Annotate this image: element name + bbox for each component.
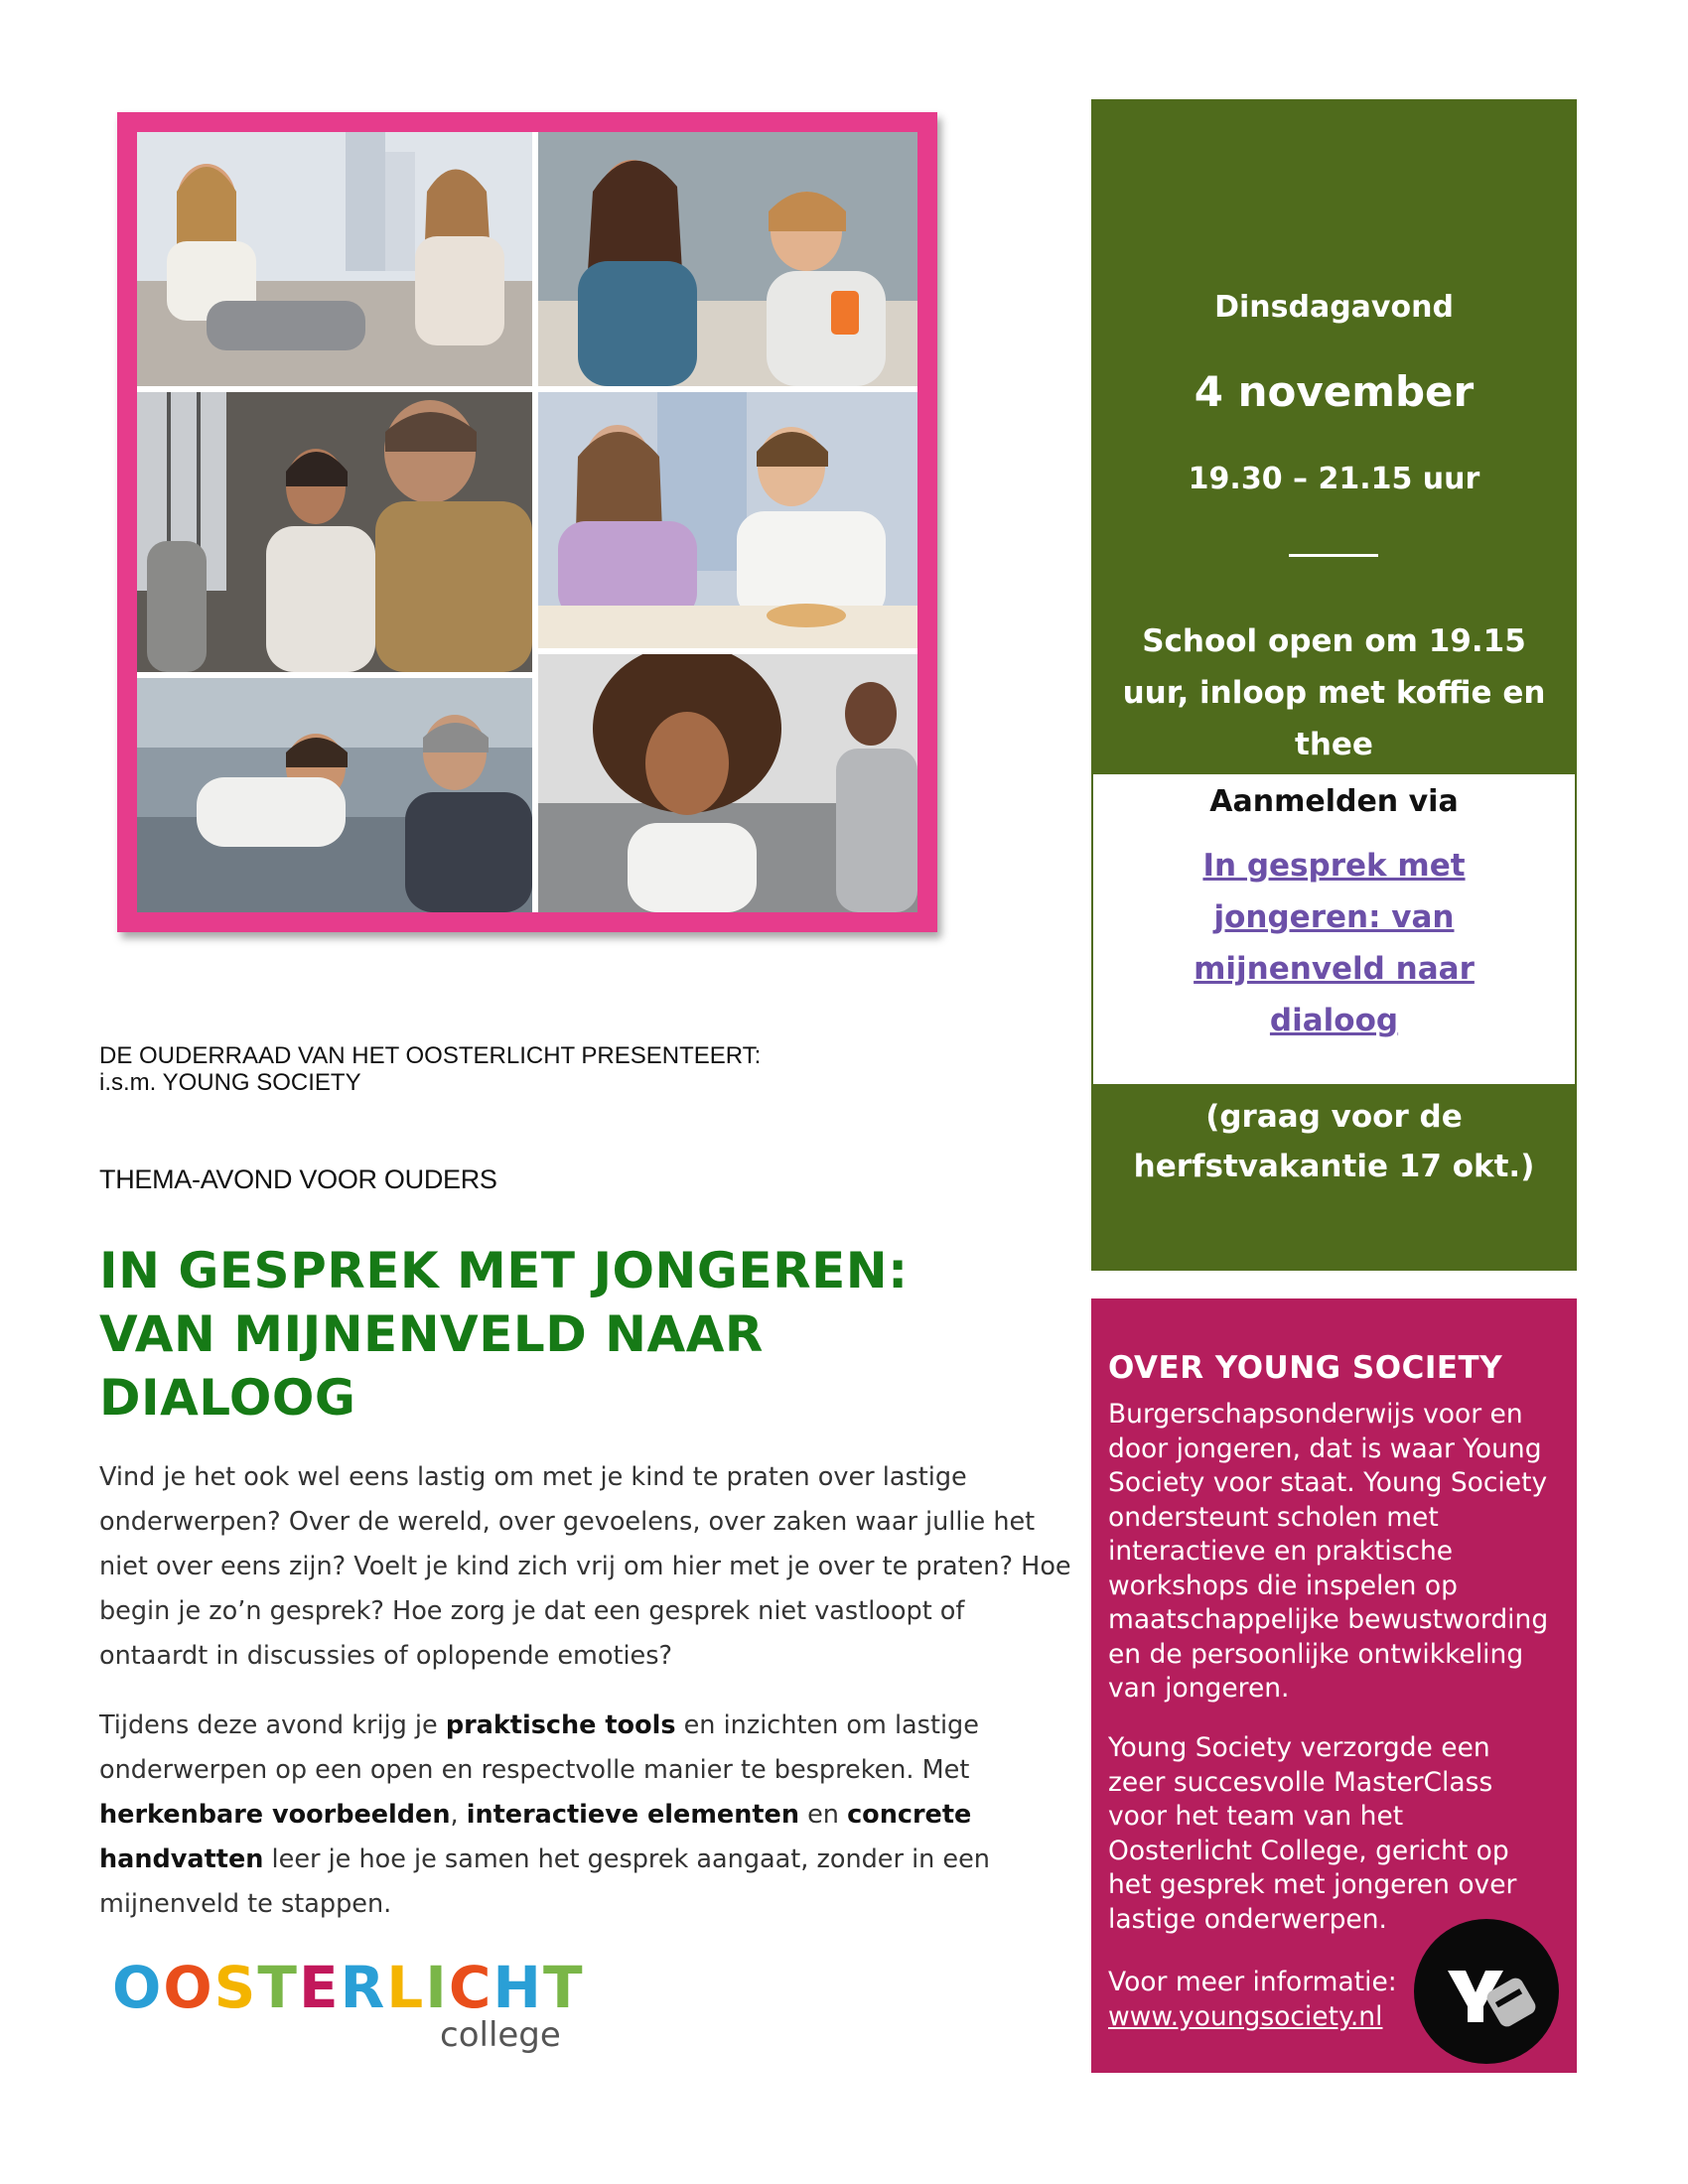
theme-label: THEMA-AVOND VOOR OUDERS <box>99 1164 497 1194</box>
title-line-1: IN GESPREK MET JONGEREN: <box>99 1242 909 1299</box>
about-paragraph-1: Burgerschapsonderwijs voor en door jongeren, dat is waar Young Society voor staat. Young Society ondersteunt scholen met interactieve en praktische workshops die inspelen op maatschappelijke bewustwording en de persoonlijke ontwikkeling van jongeren. <box>1108 1399 1549 1704</box>
title-line-2: VAN MIJNENVELD NAAR <box>99 1305 764 1363</box>
logo-letter: O <box>112 1954 164 2021</box>
young-society-logo <box>1414 1919 1559 2064</box>
registration-deadline: (graag voor de herfstvakantie 17 okt.) <box>1133 1099 1535 1184</box>
event-date: 4 november <box>1194 367 1475 416</box>
oosterlicht-college-logo <box>112 1956 609 2075</box>
photo-upset-girl <box>538 654 917 912</box>
logo-wordmark <box>112 1956 609 2019</box>
registration-box <box>1093 774 1575 1084</box>
photo-collage-frame <box>117 112 937 932</box>
highlight-examples: herkenbare voorbeelden <box>99 1800 451 1830</box>
registration-link[interactable]: In gesprek met jongeren: van mijnenveld naar dialoog <box>1194 848 1475 1038</box>
logo-letter: C <box>448 1954 493 2021</box>
divider <box>1289 554 1378 557</box>
program-text: en inzichten om lastige onderwerpen op een open en respectvolle manier te bespreken. Met <box>99 1710 979 1785</box>
event-doors-open: School open om 19.15 uur, inloop met koffie en thee <box>1122 623 1546 762</box>
logo-letter: H <box>492 1954 543 2021</box>
photo-collage <box>137 132 917 912</box>
page-title <box>99 1239 1053 1430</box>
partner-line: i.s.m. YOUNG SOCIETY <box>99 1069 361 1096</box>
logo-letter: S <box>213 1954 258 2021</box>
about-paragraph-2: Young Society verzorgde een zeer succesvolle MasterClass voor het team van het Oosterlicht College, gericht op het gesprek met jongeren over lastige onderwerpen. <box>1108 1732 1517 1935</box>
logo-letter: I <box>425 1954 449 2021</box>
program-text: Tijdens deze avond krijg je <box>99 1710 446 1740</box>
photo-father-son-argue <box>137 392 532 672</box>
photo-mother-son-phone <box>538 132 917 386</box>
event-day: Dinsdagavond <box>1214 290 1454 325</box>
photo-teen-boy-father-couch <box>137 678 532 912</box>
photo-mother-daughter-talking <box>137 132 532 386</box>
about-young-society-box <box>1091 1298 1577 2073</box>
program-paragraph <box>99 1704 1072 1927</box>
highlight-practical-tools: praktische tools <box>445 1710 676 1740</box>
more-info-label: Voor meer informatie: <box>1108 1967 1397 1997</box>
event-time: 19.30 – 21.15 uur <box>1188 462 1480 496</box>
intro-paragraph: Vind je het ook wel eens lastig om met je kind te praten over lastige onderwerpen? Over de wereld, over gevoelens, over zaken waar jullie het niet over eens zijn? Voelt je kind zich vrij om hier met je over te praten? Hoe begin je zo’n gesprek? Hoe zorg je dat een gesprek niet vastloopt of ontaardt in discussies of oplopende emoties? <box>99 1462 1071 1671</box>
program-text: en <box>799 1800 848 1830</box>
event-info-box <box>1091 99 1577 1271</box>
presenter-line: DE OUDERRAAD VAN HET OOSTERLICHT PRESENTEERT: <box>99 1042 762 1069</box>
about-title: OVER YOUNG SOCIETY <box>1108 1350 1503 1386</box>
photo-teens-at-table <box>538 392 917 648</box>
logo-letter: T <box>542 1954 585 2021</box>
logo-letter: L <box>386 1954 426 2021</box>
presenter-credit <box>99 1042 1053 1096</box>
highlight-interactive: interactieve elementen <box>466 1800 799 1830</box>
logo-subtitle: college <box>440 2015 561 2055</box>
highlight-handles: concrete handvatten <box>99 1800 972 1874</box>
logo-letter: T <box>257 1954 299 2021</box>
young-society-website-link[interactable]: www.youngsociety.nl <box>1108 2001 1383 2032</box>
logo-letter: E <box>298 1954 341 2021</box>
logo-letter: R <box>340 1954 387 2021</box>
program-text: , <box>450 1800 467 1830</box>
logo-letter: O <box>163 1954 214 2021</box>
registration-label: Aanmelden via <box>1209 784 1459 819</box>
program-text: leer je hoe je samen het gesprek aangaat, zonder in een mijnenveld te stappen. <box>99 1844 990 1919</box>
title-line-3: DIALOOG <box>99 1369 356 1427</box>
